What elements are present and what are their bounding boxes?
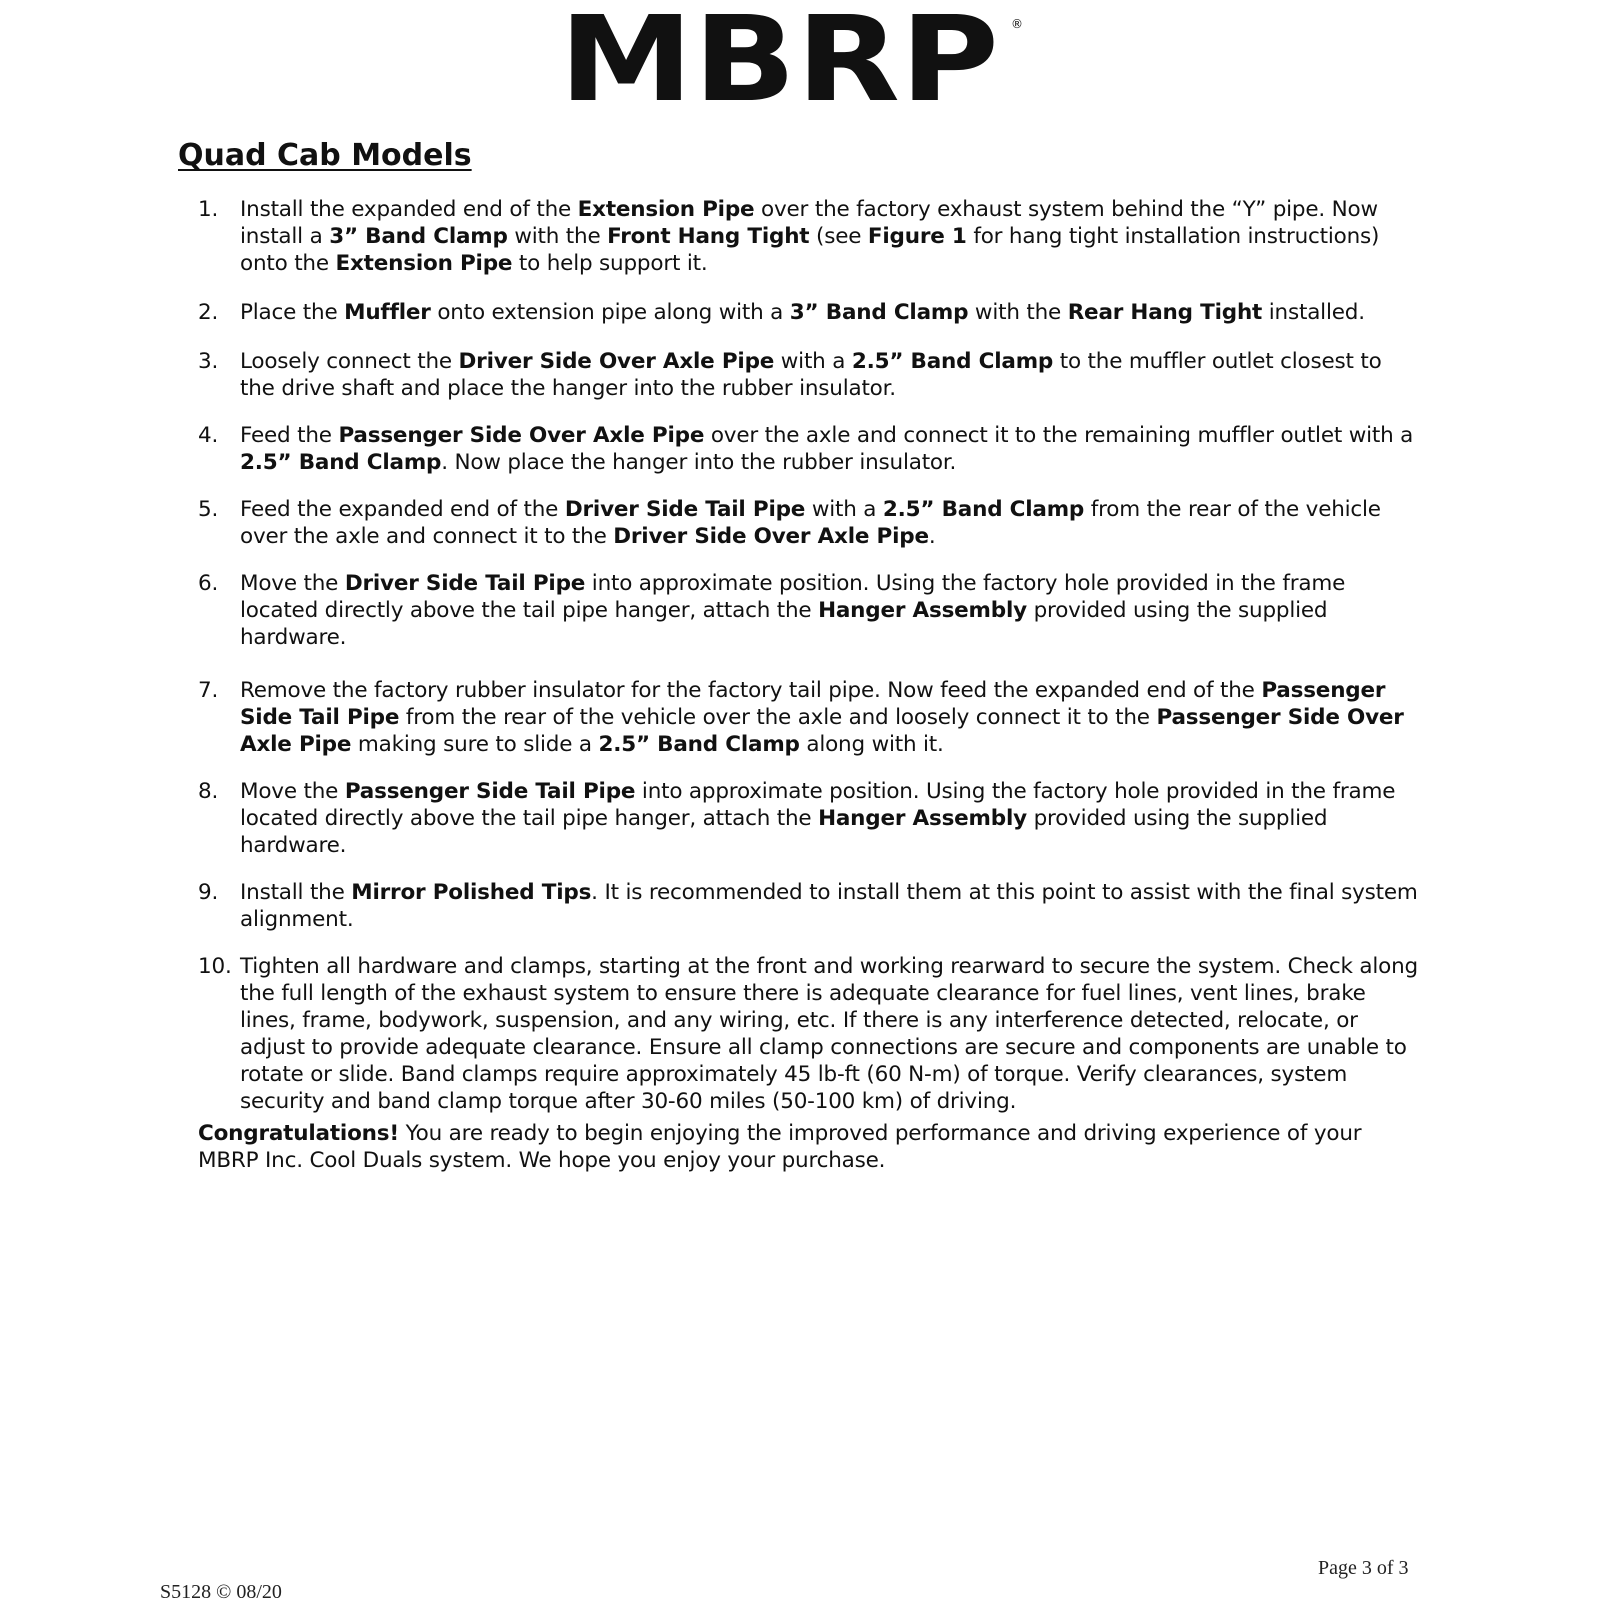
step-emphasis: 3” Band Clamp (329, 224, 508, 249)
step-number: 2. (198, 300, 219, 325)
step-item (198, 778, 1418, 859)
step-emphasis: Driver Side Over Axle Pipe (613, 524, 929, 549)
step-emphasis: Passenger Side Over Axle Pipe (240, 705, 1404, 757)
step-emphasis: Hanger Assembly (818, 598, 1027, 623)
step-text (240, 423, 1413, 475)
step-text-run: Loosely connect the (240, 349, 459, 374)
step-item (198, 677, 1418, 758)
step-emphasis: 2.5” Band Clamp (598, 732, 800, 757)
step-text (240, 571, 1345, 650)
step-item (198, 953, 1418, 1115)
step-emphasis: Driver Side Over Axle Pipe (458, 349, 775, 374)
step-number: 7. (198, 678, 219, 703)
step-text-run: to help support it. (512, 251, 708, 276)
step-text-run: Feed the (240, 423, 339, 448)
step-text (240, 497, 1381, 549)
step-emphasis: 2.5” Band Clamp (882, 497, 1085, 522)
step-emphasis: Passenger Side Tail Pipe (240, 678, 1386, 730)
step-text-run: Move the (240, 779, 345, 804)
step-text-run: Install the (240, 880, 352, 905)
step-text-run: for hang tight installation instructions) onto the (240, 224, 1380, 276)
registered-mark-icon: ® (1011, 17, 1023, 31)
installation-steps (198, 196, 1418, 1115)
page-title: Quad Cab Models (178, 138, 472, 173)
step-text-run: with a (805, 497, 883, 522)
step-text (240, 197, 1379, 276)
step-text-run: (see (809, 224, 868, 249)
step-emphasis: Passenger Side Over Axle Pipe (338, 423, 705, 448)
step-emphasis: Hanger Assembly (818, 806, 1027, 831)
step-text-run: Feed the expanded end of the (240, 497, 565, 522)
document-code: S5128 © 08/20 (160, 1581, 282, 1603)
step-text-run: over the axle and connect it to the remaining muffler outlet with a (704, 423, 1414, 448)
step-text-run: with a (774, 349, 852, 374)
step-text-run: Install the expanded end of the (240, 197, 578, 222)
step-text (240, 300, 1365, 325)
step-text-run: from the rear of the vehicle over the axle and connect it to the (240, 497, 1381, 549)
step-emphasis: 3” Band Clamp (789, 300, 969, 325)
step-emphasis: Mirror Polished Tips (351, 880, 592, 905)
step-emphasis: Figure 1 (867, 224, 967, 249)
step-text-run: from the rear of the vehicle over the axle and loosely connect it to the (399, 705, 1157, 730)
step-text-run: into approximate position. Using the factory hole provided in the frame located directly above the tail pipe hanger, attach the (240, 571, 1346, 623)
step-text-run: . It is recommended to install them at this point to assist with the final system alignment. (240, 880, 1418, 932)
step-number: 4. (198, 423, 219, 448)
step-text-run: Remove the factory rubber insulator for the factory tail pipe. Now feed the expanded end of the (240, 678, 1262, 703)
step-number: 6. (198, 571, 219, 596)
step-item (198, 879, 1418, 933)
step-text-run: over the factory exhaust system behind the “Y” pipe. Now install a (240, 197, 1378, 249)
step-number: 9. (198, 880, 219, 905)
page-number: Page 3 of 3 (1318, 1557, 1409, 1579)
congratulations-lead: Congratulations! (198, 1121, 399, 1146)
step-emphasis: Rear Hang Tight (1067, 300, 1263, 325)
step-number: 1. (198, 197, 219, 222)
step-emphasis: Driver Side Tail Pipe (344, 571, 586, 596)
step-emphasis: Front Hang Tight (607, 224, 810, 249)
step-text-run: making sure to slide a (351, 732, 599, 757)
step-text-run: into approximate position. Using the factory hole provided in the frame located directly above the tail pipe hanger, attach the (240, 779, 1396, 831)
step-emphasis: Extension Pipe (335, 251, 513, 276)
step-emphasis: Extension Pipe (577, 197, 755, 222)
step-emphasis: Muffler (344, 300, 431, 325)
step-text-run: Tighten all hardware and clamps, starting at the front and working rearward to secure the system. Check along the full length of the exhaust system to ensure there is adequate clearance for fuel lines, vent lines, brake lines, frame, bodywork, suspension, and any wiring, etc. If there is any interference detected, relocate, or adjust to provide adequate clearance. Ensure all clamp connections are secure and components are unable to rotate or slide. Band clamps require approximately 45 lb-ft (60 N-m) of torque. Verify clearances, system security and band clamp torque after 30-60 miles (50-100 km) of driving. (240, 954, 1418, 1114)
step-text-run: with the (507, 224, 608, 249)
logo-wordmark: MBRP (559, 14, 999, 106)
congratulations-paragraph (198, 1120, 1418, 1174)
step-emphasis: Driver Side Tail Pipe (564, 497, 806, 522)
step-number: 10. (198, 954, 232, 979)
step-text-run: Move the (240, 571, 345, 596)
step-emphasis: Passenger Side Tail Pipe (344, 779, 636, 804)
step-text (240, 678, 1404, 757)
step-item (198, 496, 1418, 550)
step-item (198, 422, 1418, 476)
step-number: 3. (198, 349, 219, 374)
step-text-run: installed. (1262, 300, 1365, 325)
step-text-run: along with it. (799, 732, 944, 757)
step-item (198, 299, 1418, 326)
step-number: 8. (198, 779, 219, 804)
step-text-run: . (928, 524, 936, 549)
step-text-run: provided using the supplied hardware. (240, 598, 1328, 650)
step-item (198, 348, 1418, 402)
step-text-run: provided using the supplied hardware. (240, 806, 1328, 858)
step-text-run: with the (968, 300, 1068, 325)
step-text-run: onto extension pipe along with a (430, 300, 790, 325)
mbrp-logo (559, 14, 1023, 106)
step-text (240, 954, 1418, 1114)
step-number: 5. (198, 497, 219, 522)
step-item (198, 196, 1418, 277)
step-text (240, 349, 1382, 401)
step-text (240, 880, 1418, 932)
step-item (198, 570, 1418, 651)
mbrp-logo-graphic (559, 14, 1023, 106)
step-text-run: Place the (240, 300, 345, 325)
step-emphasis: 2.5” Band Clamp (240, 450, 442, 475)
step-emphasis: 2.5” Band Clamp (851, 349, 1054, 374)
step-text (240, 779, 1395, 858)
step-text-run: . Now place the hanger into the rubber insulator. (441, 450, 957, 475)
step-text-run: to the muffler outlet closest to the drive shaft and place the hanger into the rubber insulator. (240, 349, 1382, 401)
congratulations-text: You are ready to begin enjoying the improved performance and driving experience of your MBRP Inc. Cool Duals system. We hope you enjoy your purchase. (198, 1121, 1362, 1173)
